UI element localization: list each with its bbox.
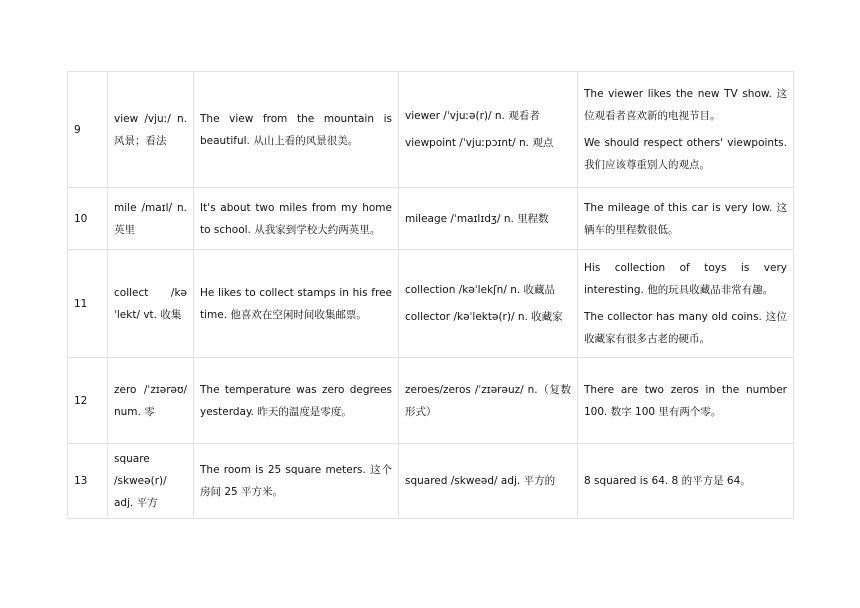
table-row (68, 444, 794, 519)
derived-word: zeroes/zeros /ˈzɪərəuz/ n.（复数形式） (405, 383, 571, 418)
example-cell: The view from the mountain is beautiful. 从山上看的风景很美。 (194, 72, 399, 188)
derived-cell (399, 188, 578, 250)
headword-cell: mile /maɪl/ n. 英里 (108, 188, 194, 250)
sentence-cell (578, 250, 794, 358)
sentence-cell (578, 72, 794, 188)
sentence-cell (578, 444, 794, 519)
table-row (68, 72, 794, 188)
row-number: 10 (68, 188, 108, 250)
row-number: 13 (68, 444, 108, 519)
example-cell: It's about two miles from my home to school. 从我家到学校大约两英里。 (194, 188, 399, 250)
vocabulary-table (67, 71, 794, 519)
table-row (68, 250, 794, 358)
derived-cell (399, 444, 578, 519)
example-cell: The room is 25 square meters. 这个房间 25 平方米。 (194, 444, 399, 519)
sentence-cell (578, 358, 794, 444)
row-number: 12 (68, 358, 108, 444)
headword-cell: square /skweə(r)/ adj. 平方 (108, 444, 194, 519)
example-sentence: 8 squared is 64. 8 的平方是 64。 (584, 475, 751, 487)
example-sentence: We should respect others' viewpoints. 我们应该尊重别人的观点。 (584, 137, 787, 171)
example-sentence: There are two zeros in the number 100. 数字 100 里有两个零。 (584, 383, 787, 418)
derived-cell (399, 358, 578, 444)
example-cell: He likes to collect stamps in his free time. 他喜欢在空闲时间收集邮票。 (194, 250, 399, 358)
derived-cell (399, 72, 578, 188)
derived-word: mileage /ˈmaɪlɪdʒ/ n. 里程数 (405, 212, 549, 225)
table-row (68, 358, 794, 444)
derived-word: squared /skweəd/ adj. 平方的 (405, 475, 556, 487)
example-cell: The temperature was zero degrees yesterday. 昨天的温度是零度。 (194, 358, 399, 444)
headword-cell: collect /kəˈlekt/ vt. 收集 (108, 250, 194, 358)
derived-word: collector /kəˈlektə(r)/ n. 收藏家 (405, 311, 563, 323)
row-number: 11 (68, 250, 108, 358)
sentence-cell (578, 188, 794, 250)
derived-word: viewpoint /ˈvjuːpɔɪnt/ n. 观点 (405, 137, 554, 149)
example-sentence: The viewer likes the new TV show. 这位观看者喜欢新的电视节目。 (584, 88, 787, 122)
derived-word: viewer /ˈvjuːə(r)/ n. 观看者 (405, 110, 540, 122)
row-number: 9 (68, 72, 108, 188)
table-row (68, 188, 794, 250)
headword-cell: zero /ˈzɪərəʊ/ num. 零 (108, 358, 194, 444)
derived-cell (399, 250, 578, 358)
headword-cell: view /vjuː/ n. 风景；看法 (108, 72, 194, 188)
example-sentence: The mileage of this car is very low. 这辆车的里程数很低。 (584, 201, 787, 236)
example-sentence: The collector has many old coins. 这位收藏家有很多古老的硬币。 (584, 311, 787, 345)
derived-word: collection /kəˈlekʃn/ n. 收藏品 (405, 284, 556, 296)
example-sentence: His collection of toys is very interesting. 他的玩具收藏品非常有趣。 (584, 262, 787, 296)
